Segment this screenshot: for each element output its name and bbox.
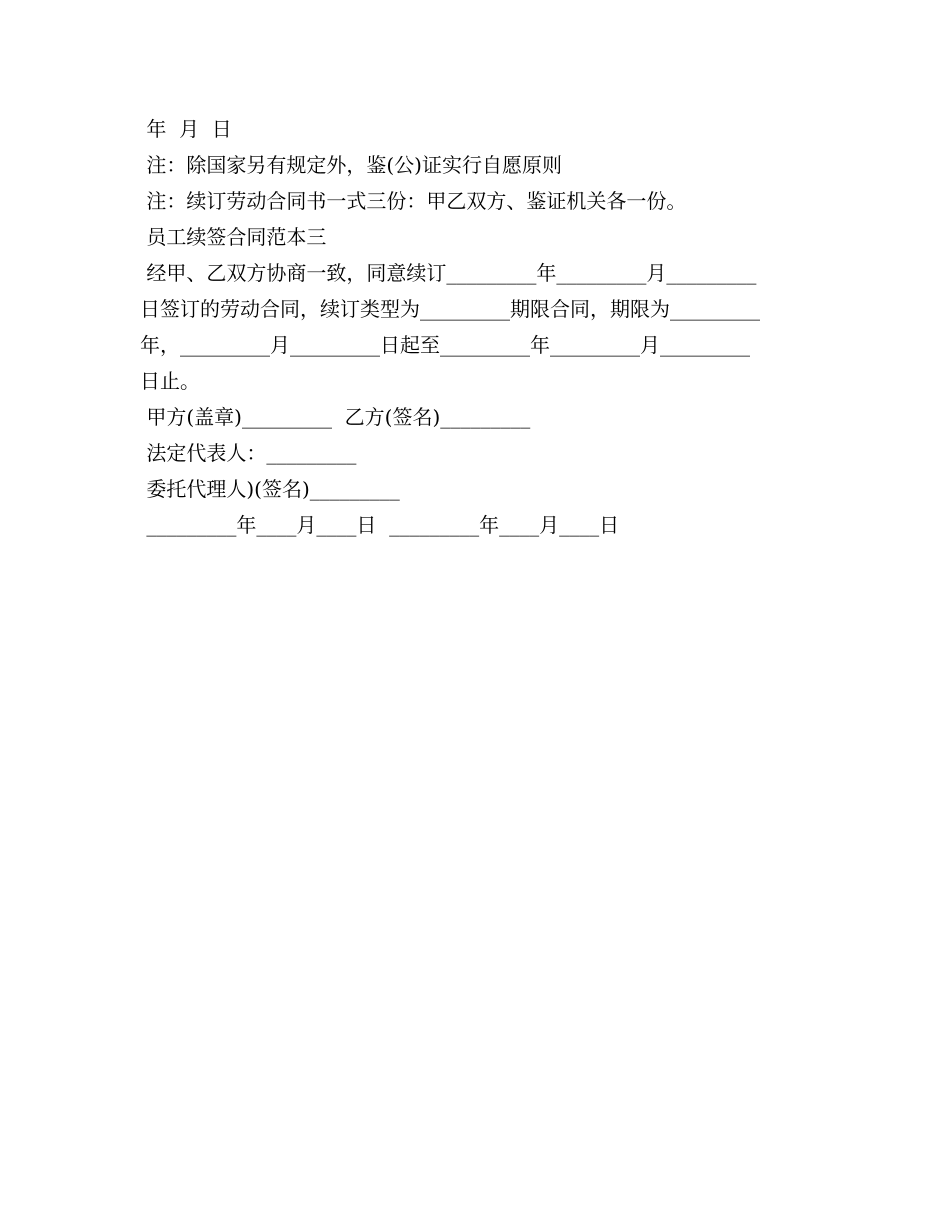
contract-paragraph-line-4: 日止。	[140, 369, 200, 393]
party-signature-line: 甲方(盖章)_________ 乙方(签名)_________	[140, 405, 531, 429]
contract-paragraph-line-1: 经甲、乙双方协商一致，同意续订_________年_________月_________	[140, 261, 757, 285]
contract-paragraph-line-3: 年，_________月_________日起至_________年_________月_________	[140, 333, 750, 357]
date-line: 年 月 日	[140, 117, 232, 141]
signing-dates-line: _________年____月____日 _________年____月____日	[140, 513, 620, 537]
note-copies: 注：续订劳动合同书一式三份：甲乙双方、鉴证机关各一份。	[140, 189, 687, 213]
contract-paragraph-line-2: 日签订的劳动合同，续订类型为_________期限合同，期限为_________	[140, 297, 760, 321]
note-voluntary: 注：除国家另有规定外，鉴(公)证实行自愿原则	[140, 153, 562, 177]
legal-representative-line: 法定代表人：_________	[140, 441, 357, 465]
section-title: 员工续签合同范本三	[140, 225, 327, 249]
agent-signature-line: 委托代理人)(签名)_________	[140, 477, 400, 501]
